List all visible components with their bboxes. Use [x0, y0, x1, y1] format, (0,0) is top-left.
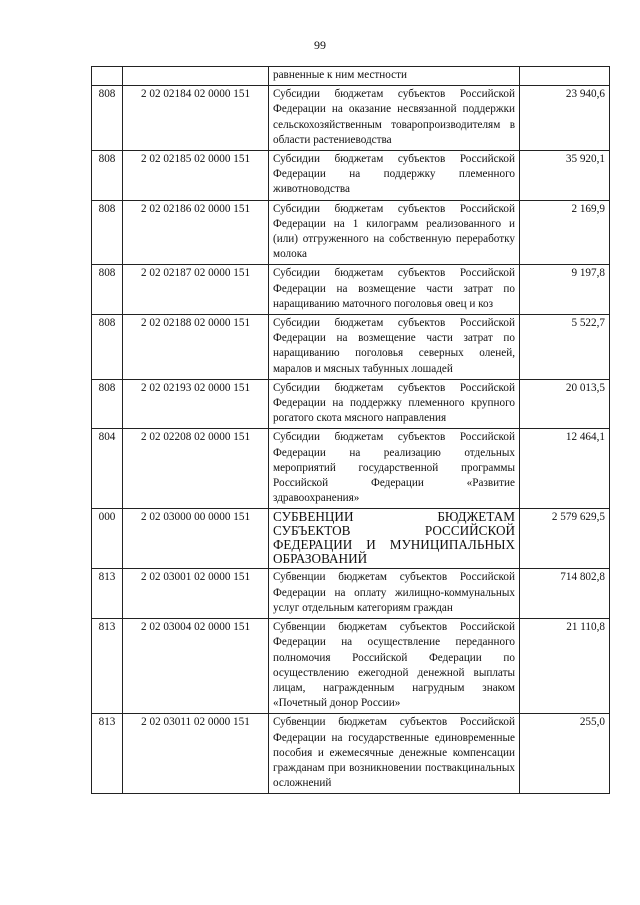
amount-cell: 23 940,6: [520, 86, 610, 151]
admin-code-cell: 804: [92, 429, 123, 509]
budget-classification-code-cell: 2 02 02187 02 0000 151: [123, 265, 269, 315]
revenue-name-cell: СУБВЕНЦИИ БЮДЖЕТАМ СУБЪЕКТОВ РОССИЙСКОЙ ФЕДЕРАЦИИ И МУНИЦИПАЛЬНЫХ ОБРАЗОВАНИЙ: [269, 509, 520, 569]
table-row: [92, 151, 610, 201]
amount-cell: 714 802,8: [520, 569, 610, 619]
budget-revenue-table: [91, 66, 610, 794]
budget-classification-code-cell: 2 02 02188 02 0000 151: [123, 315, 269, 380]
budget-classification-code-cell: 2 02 02193 02 0000 151: [123, 379, 269, 429]
admin-code-cell: 808: [92, 379, 123, 429]
table-row: [92, 265, 610, 315]
revenue-name-cell: равненные к ним местности: [269, 67, 520, 86]
budget-classification-code-cell: 2 02 03000 00 0000 151: [123, 509, 269, 569]
revenue-name-cell: Субсидии бюджетам субъектов Российской Федерации на оказание несвязанной поддержки сельскохозяйственным товаропроизводителям в области растениеводства: [269, 86, 520, 151]
table-row: [92, 509, 610, 569]
budget-classification-code-cell: 2 02 03004 02 0000 151: [123, 619, 269, 714]
revenue-name-cell: Субсидии бюджетам субъектов Российской Федерации на возмещение части затрат по наращиванию маточного поголовья овец и коз: [269, 265, 520, 315]
revenue-name-cell: Субсидии бюджетам субъектов Российской Федерации на реализацию отдельных мероприятий государственной программы Российской Федерации «Развитие здравоохранения»: [269, 429, 520, 509]
table-row: [92, 569, 610, 619]
budget-classification-code-cell: 2 02 02184 02 0000 151: [123, 86, 269, 151]
budget-classification-code-cell: 2 02 02185 02 0000 151: [123, 151, 269, 201]
admin-code-cell: [92, 67, 123, 86]
table-row: [92, 429, 610, 509]
admin-code-cell: 808: [92, 200, 123, 265]
admin-code-cell: 808: [92, 86, 123, 151]
budget-classification-code-cell: 2 02 02186 02 0000 151: [123, 200, 269, 265]
revenue-name-cell: Субсидии бюджетам субъектов Российской Федерации на возмещение части затрат по наращиванию поголовья северных оленей, маралов и мясных табунных лошадей: [269, 315, 520, 380]
budget-classification-code-cell: 2 02 02208 02 0000 151: [123, 429, 269, 509]
amount-cell: 35 920,1: [520, 151, 610, 201]
table-row: [92, 379, 610, 429]
table-row: [92, 315, 610, 380]
amount-cell: 2 579 629,5: [520, 509, 610, 569]
amount-cell: 21 110,8: [520, 619, 610, 714]
table-row: [92, 200, 610, 265]
amount-cell: 12 464,1: [520, 429, 610, 509]
table-row: [92, 67, 610, 86]
amount-cell: 9 197,8: [520, 265, 610, 315]
page-number: 99: [314, 38, 326, 52]
admin-code-cell: 808: [92, 315, 123, 380]
table-body: [92, 67, 610, 794]
table-row: [92, 714, 610, 794]
admin-code-cell: 813: [92, 569, 123, 619]
revenue-name-cell: Субсидии бюджетам субъектов Российской Федерации на 1 килограмм реализованного и (или) отгруженного на собственную переработку молока: [269, 200, 520, 265]
revenue-name-cell: Субвенции бюджетам субъектов Российской Федерации на государственные единовременные пособия и ежемесячные денежные компенсации гражданам при возникновении поствакцинальных осложнений: [269, 714, 520, 794]
amount-cell: [520, 67, 610, 86]
revenue-name-cell: Субвенции бюджетам субъектов Российской Федерации на оплату жилищно-коммунальных услуг отдельным категориям граждан: [269, 569, 520, 619]
revenue-name-cell: Субсидии бюджетам субъектов Российской Федерации на поддержку племенного животноводства: [269, 151, 520, 201]
amount-cell: 5 522,7: [520, 315, 610, 380]
admin-code-cell: 000: [92, 509, 123, 569]
table-row: [92, 86, 610, 151]
amount-cell: 20 013,5: [520, 379, 610, 429]
table-row: [92, 619, 610, 714]
amount-cell: 255,0: [520, 714, 610, 794]
budget-classification-code-cell: 2 02 03001 02 0000 151: [123, 569, 269, 619]
budget-classification-code-cell: 2 02 03011 02 0000 151: [123, 714, 269, 794]
admin-code-cell: 808: [92, 151, 123, 201]
admin-code-cell: 813: [92, 714, 123, 794]
revenue-name-cell: Субсидии бюджетам субъектов Российской Федерации на поддержку племенного крупного рогатого скота мясного направления: [269, 379, 520, 429]
admin-code-cell: 808: [92, 265, 123, 315]
amount-cell: 2 169,9: [520, 200, 610, 265]
revenue-name-cell: Субвенции бюджетам субъектов Российской Федерации на осуществление переданного полномочия Российской Федерации по осуществлению ежегодной денежной выплаты лицам, награжденным нагрудным знаком «Почетный донор России»: [269, 619, 520, 714]
budget-classification-code-cell: [123, 67, 269, 86]
admin-code-cell: 813: [92, 619, 123, 714]
